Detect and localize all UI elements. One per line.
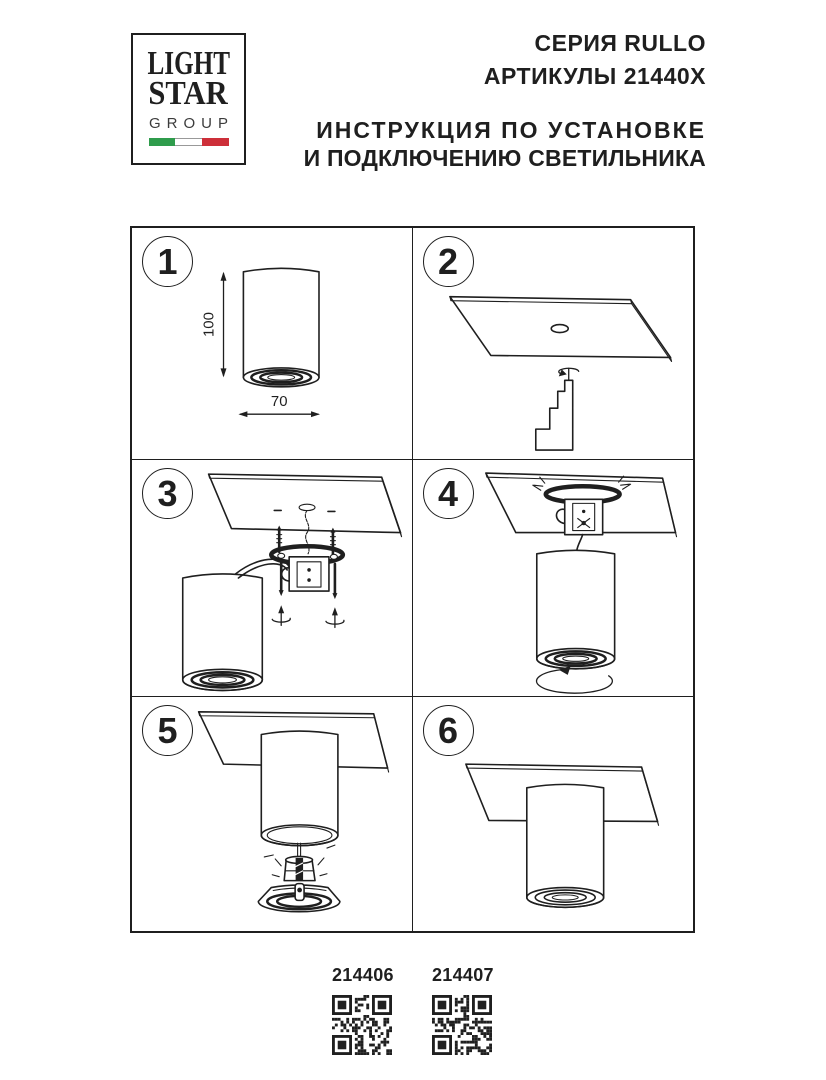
flag-green-segment — [149, 138, 176, 146]
step-3-number-badge — [142, 468, 193, 519]
qr-code — [332, 995, 392, 1055]
step-2-panel — [413, 228, 694, 460]
logo-star-text: STAR — [148, 75, 229, 112]
logo-light-text: LIGHT — [147, 45, 230, 82]
step-2-number-badge — [423, 236, 474, 287]
product-code: 214406 — [332, 965, 394, 985]
series-title: СЕРИЯ RULLO — [534, 30, 706, 56]
flag-white-segment — [175, 138, 202, 146]
step-5-panel — [132, 697, 413, 931]
step-4-number-badge — [423, 468, 474, 519]
step-number: 5 — [157, 709, 178, 751]
instruction-title-line2: И ПОДКЛЮЧЕНИЮ СВЕТИЛЬНИКА — [303, 145, 706, 171]
instruction-title-line1: ИНСТРУКЦИЯ ПО УСТАНОВКЕ — [316, 117, 706, 143]
step-number: 4 — [437, 472, 459, 514]
product-block — [432, 965, 492, 1055]
height-dimension-label: 100 — [200, 312, 218, 338]
step-1-panel — [132, 228, 413, 460]
step-6-panel — [413, 697, 694, 931]
product-block — [332, 965, 392, 1055]
step-number: 2 — [437, 240, 459, 282]
step-6-number-badge — [423, 705, 474, 756]
step-number: 1 — [157, 240, 178, 282]
italian-flag-bar — [149, 138, 229, 146]
step-4-panel — [413, 460, 694, 697]
step-1-number-badge — [142, 236, 193, 287]
qr-code — [432, 995, 492, 1055]
step-number: 6 — [437, 709, 459, 751]
product-code: 214407 — [432, 965, 494, 985]
lightstar-logo — [131, 33, 246, 165]
step-3-panel — [132, 460, 413, 697]
flag-red-segment — [202, 138, 229, 146]
articles-title: АРТИКУЛЫ 21440X — [483, 63, 706, 89]
step-number: 3 — [157, 472, 178, 514]
width-dimension-label: 70 — [270, 393, 288, 411]
logo-group-text: GROUP — [148, 115, 234, 132]
step-5-number-badge — [142, 705, 193, 756]
installation-steps-grid — [130, 226, 695, 933]
